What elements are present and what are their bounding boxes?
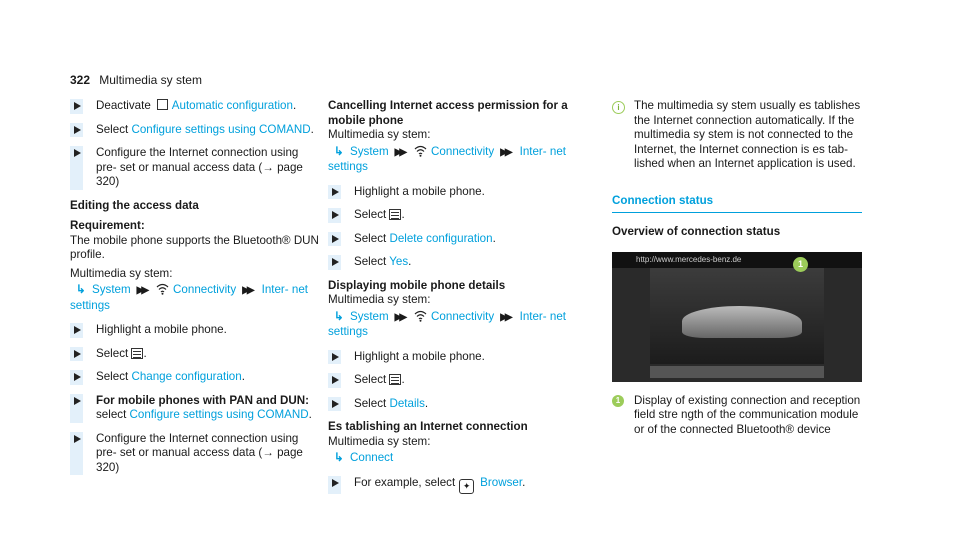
multimedia-system-label: Multimedia sy stem: bbox=[70, 266, 173, 280]
menu-path: ↳ System ▶▶ Connectivity ▶▶ Inter- net settings bbox=[328, 144, 566, 173]
menu-path: ↳ System ▶▶ Connectivity ▶▶ Inter- net settings bbox=[70, 283, 308, 312]
caption-number: 1 bbox=[612, 395, 624, 407]
heading-establishing-connection: Es tablishing an Internet connection bbox=[328, 420, 528, 433]
wifi-icon bbox=[414, 145, 427, 157]
menu-item-delete-configuration: Delete configuration bbox=[389, 231, 493, 245]
car-image bbox=[682, 306, 802, 338]
menu-icon bbox=[389, 209, 401, 220]
menu-icon bbox=[131, 348, 143, 359]
step-arrow-icon bbox=[332, 211, 339, 219]
path-arrow-icon: ↳ bbox=[76, 283, 86, 296]
step-arrow-icon bbox=[332, 258, 339, 266]
double-chevron-icon: ▶▶ bbox=[500, 311, 510, 323]
path-arrow-icon: ↳ bbox=[334, 451, 344, 464]
menu-path: ↳ System ▶▶ Connectivity ▶▶ Inter- net settings bbox=[328, 309, 566, 338]
heading-cancelling-access: Cancelling Internet access permission for a mobile phone bbox=[328, 99, 568, 127]
step-arrow-icon bbox=[332, 479, 339, 487]
info-note: i The multimedia sy stem usually es tablishes the Internet connection automatically. If the multimedia sy stem is not connected to the Internet, the Internet connection is es tab- lished when an Internet application is used. bbox=[612, 99, 867, 172]
step-highlight-phone: Highlight a mobile phone. bbox=[328, 185, 590, 200]
menu-item-details: Details bbox=[389, 396, 425, 410]
step-arrow-icon bbox=[74, 373, 81, 381]
double-chevron-icon: ▶▶ bbox=[136, 285, 147, 296]
step-arrow-icon bbox=[74, 397, 81, 405]
page-header bbox=[70, 73, 202, 89]
step-select-menu: Select . bbox=[328, 208, 590, 223]
step-delete-configuration: Select Delete configuration. bbox=[328, 232, 590, 247]
column-3 bbox=[612, 99, 867, 437]
multimedia-system-label: Multimedia sy stem: bbox=[328, 434, 431, 448]
step-select-configure: Select Configure settings using COMAND. bbox=[70, 123, 320, 138]
double-chevron-icon: ▶▶ bbox=[242, 285, 252, 296]
step-arrow-icon bbox=[332, 188, 339, 196]
step-select-yes: Select Yes. bbox=[328, 255, 590, 270]
step-change-configuration: Select Change configuration. bbox=[70, 370, 320, 385]
step-deactivate: Deactivate Automatic configuration. bbox=[70, 99, 320, 114]
multimedia-system-label: Multimedia sy stem: bbox=[328, 128, 431, 141]
double-chevron-icon: ▶▶ bbox=[500, 146, 510, 158]
menu-item-automatic-configuration: Automatic configuration bbox=[171, 99, 293, 112]
step-configure-connection-2: Configure the Internet connection using pre- set or manual access data (→ page 320) bbox=[70, 432, 320, 476]
step-arrow-icon bbox=[74, 435, 81, 443]
menu-item-yes: Yes bbox=[389, 255, 409, 268]
step-select-details: Select Details. bbox=[328, 397, 590, 412]
step-arrow-icon bbox=[74, 350, 81, 358]
step-arrow-icon bbox=[332, 376, 339, 384]
step-arrow-icon bbox=[74, 149, 81, 157]
browser-compass-icon: ✦ bbox=[459, 479, 474, 494]
wifi-icon bbox=[414, 310, 427, 322]
double-chevron-icon: ▶▶ bbox=[394, 146, 405, 158]
heading-editing-access-data: Editing the access data bbox=[70, 198, 199, 212]
menu-item-configure-settings-2: Configure settings using COMAND bbox=[129, 408, 309, 421]
step-configure-connection: Configure the Internet connection using pre- set or manual access data (→ page 320) bbox=[70, 146, 320, 190]
double-chevron-icon: ▶▶ bbox=[394, 311, 405, 323]
wifi-icon bbox=[156, 283, 169, 295]
checkbox-icon bbox=[157, 99, 168, 110]
step-highlight-phone-2: Highlight a mobile phone. bbox=[328, 350, 590, 365]
requirement-text: The mobile phone supports the Bluetooth® DUN profile. bbox=[70, 233, 319, 261]
step-select-browser: For example, select ✦ Browser. bbox=[328, 476, 590, 494]
menu-item-configure-settings: Configure settings using COMAND bbox=[131, 122, 311, 136]
column-1 bbox=[70, 99, 320, 484]
figure-caption: 1 Display of existing connection and reception field stre ngth of the communication module or of the connected Bluetooth® device bbox=[612, 394, 867, 438]
step-arrow-icon bbox=[74, 326, 81, 334]
step-arrow-icon bbox=[74, 102, 81, 110]
step-arrow-icon bbox=[74, 126, 81, 134]
page-number: 322 bbox=[70, 73, 91, 87]
menu-path-connect: ↳ Connect bbox=[328, 451, 590, 466]
heading-phone-details: Displaying mobile phone details bbox=[328, 278, 506, 292]
column-2 bbox=[328, 99, 590, 503]
browser-url: http://www.mercedes-benz.de bbox=[612, 252, 862, 268]
step-select-menu: Select . bbox=[70, 347, 320, 362]
callout-badge: 1 bbox=[793, 257, 808, 272]
menu-item-change-configuration: Change configuration bbox=[131, 370, 242, 383]
screen-image bbox=[612, 252, 862, 382]
step-arrow-icon bbox=[332, 235, 339, 243]
requirement-label: Requirement: bbox=[70, 219, 145, 232]
step-arrow-icon bbox=[332, 400, 339, 408]
menu-icon bbox=[389, 374, 401, 385]
path-arrow-icon: ↳ bbox=[334, 144, 344, 158]
menu-item-browser: Browser bbox=[480, 475, 523, 489]
path-arrow-icon: ↳ bbox=[334, 309, 344, 323]
section-connection-status: Connection status bbox=[612, 194, 862, 214]
thumbnail-strip bbox=[650, 366, 824, 378]
page-header-title: Multimedia sy stem bbox=[99, 73, 202, 87]
step-pan-dun: For mobile phones with PAN and DUN: select Configure settings using COMAND. bbox=[70, 394, 320, 423]
step-arrow-icon bbox=[332, 353, 339, 361]
step-highlight-phone: Highlight a mobile phone. bbox=[70, 323, 320, 338]
multimedia-system-label: Multimedia sy stem: bbox=[328, 293, 431, 306]
info-icon: i bbox=[612, 101, 625, 114]
heading-overview: Overview of connection status bbox=[612, 225, 781, 238]
step-select-menu-2: Select . bbox=[328, 373, 590, 388]
